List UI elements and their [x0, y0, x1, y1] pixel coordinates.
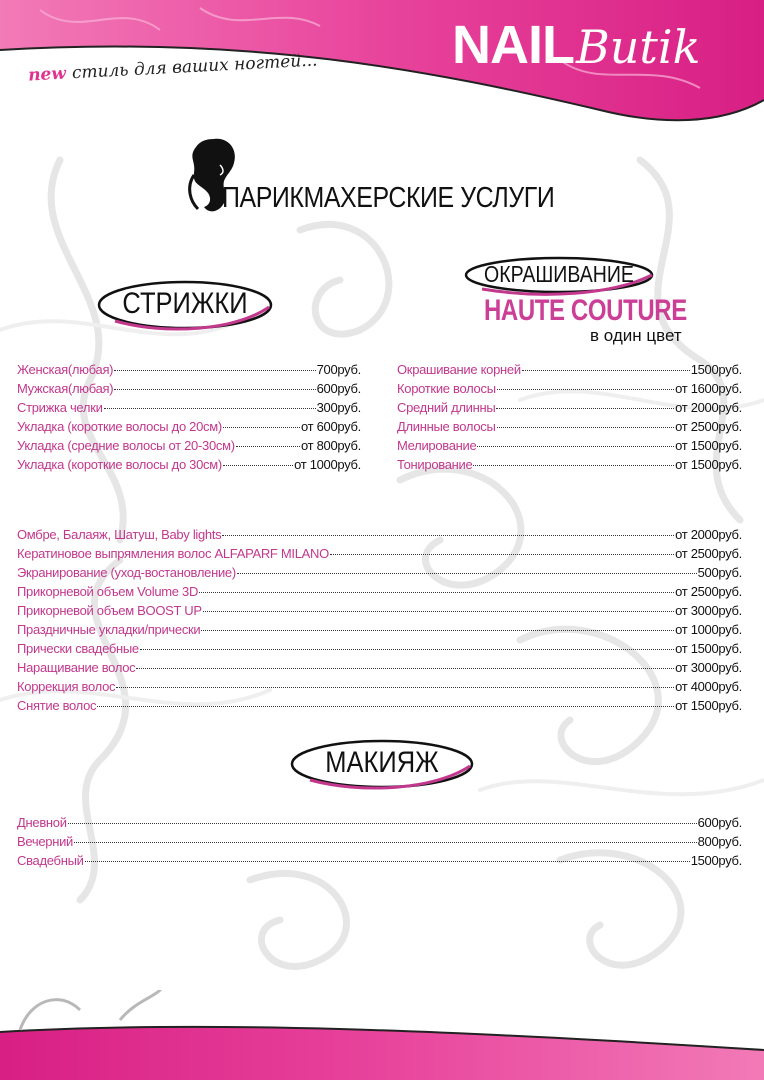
dot-leader [496, 408, 674, 409]
service-name: Прически свадебные [17, 641, 139, 656]
service-name: Кератиновое выпрямления волос ALFAPARF MILANO [17, 546, 329, 561]
service-price: от 1500руб. [675, 641, 742, 656]
service-name: Вечерний [17, 834, 74, 849]
brand-name-butik: Butik [575, 20, 701, 74]
dot-leader [330, 554, 674, 555]
price-row [17, 400, 361, 419]
dot-leader [68, 823, 697, 824]
price-row [17, 641, 742, 660]
tagline-text: стиль для ваших ногтей... [71, 50, 318, 84]
service-name: Женская(любая) [17, 362, 114, 377]
service-name: Средний длинны [397, 400, 496, 415]
price-row [17, 622, 742, 641]
haircuts-price-list [17, 362, 361, 476]
service-price: от 600руб. [301, 419, 361, 434]
dot-leader [222, 535, 674, 536]
coloring-price-list [397, 362, 742, 476]
page-title: ПАРИКМАХЕРСКИЕ УСЛУГИ [222, 182, 555, 214]
service-price: 300руб. [316, 400, 361, 415]
dot-leader [497, 427, 675, 428]
service-price: от 1500руб. [675, 438, 742, 453]
price-row [17, 679, 742, 698]
dot-leader [104, 408, 316, 409]
price-row [397, 362, 742, 381]
dot-leader [140, 649, 674, 650]
dot-leader [497, 389, 674, 390]
service-name: Праздничные укладки/прически [17, 622, 201, 637]
dot-leader [114, 389, 315, 390]
service-price: 1500руб. [690, 853, 742, 868]
dot-leader [473, 465, 674, 466]
service-name: Омбре, Балаяж, Шатуш, Baby lights [17, 527, 222, 542]
haircuts-heading [95, 277, 275, 333]
service-price: 500руб. [697, 565, 742, 580]
service-price: 1500руб. [690, 362, 742, 377]
price-row [397, 457, 742, 476]
service-price: 800руб. [697, 834, 742, 849]
price-row [17, 546, 742, 565]
service-name: Укладка (короткие волосы до 20см) [17, 419, 222, 434]
dot-leader [199, 592, 674, 593]
dot-leader [74, 842, 697, 843]
makeup-heading-text: МАКИЯЖ [325, 746, 439, 779]
service-price: от 1600руб. [675, 381, 742, 396]
price-row [17, 419, 361, 438]
coloring-heading [462, 253, 656, 297]
dot-leader [223, 427, 300, 428]
service-name: Укладка (средние волосы от 20-30см) [17, 438, 235, 453]
dot-leader [114, 370, 315, 371]
service-price: от 3000руб. [675, 660, 742, 675]
price-row [17, 457, 361, 476]
service-price: 600руб. [697, 815, 742, 830]
service-name: Снятие волос [17, 698, 97, 713]
dot-leader [85, 861, 690, 862]
price-row [397, 381, 742, 400]
service-price: от 2500руб. [675, 419, 742, 434]
service-price: от 3000руб. [675, 603, 742, 618]
service-price: от 1500руб. [675, 457, 742, 472]
price-row [17, 660, 742, 679]
dot-leader [97, 706, 674, 707]
service-name: Мелирование [397, 438, 477, 453]
service-name: Дневной [17, 815, 67, 830]
price-row [17, 565, 742, 584]
price-row [17, 527, 742, 546]
dot-leader [237, 573, 697, 574]
price-row [397, 438, 742, 457]
service-price: от 1500руб. [675, 698, 742, 713]
service-name: Короткие волосы [397, 381, 496, 396]
service-name: Наращивание волос [17, 660, 136, 675]
brand-logo [452, 14, 701, 76]
makeup-heading [288, 736, 476, 792]
price-row [397, 419, 742, 438]
price-row [17, 834, 742, 853]
service-name: Укладка (короткие волосы до 30см) [17, 457, 222, 472]
price-row [17, 815, 742, 834]
service-name: Прикорневой объем BOOST UP [17, 603, 202, 618]
dot-leader [201, 630, 674, 631]
price-row [397, 400, 742, 419]
service-price: от 2500руб. [675, 546, 742, 561]
coloring-note: в один цвет [590, 326, 682, 345]
price-row [17, 853, 742, 872]
price-row [17, 584, 742, 603]
makeup-price-list [17, 815, 742, 872]
service-name: Окрашивание корней [397, 362, 521, 377]
service-price: от 800руб. [301, 438, 361, 453]
dot-leader [136, 668, 674, 669]
service-price: 700руб. [316, 362, 361, 377]
service-name: Экранирование (уход-востановление) [17, 565, 236, 580]
coloring-heading-text: ОКРАШИВАНИЕ [484, 261, 634, 287]
dot-leader [223, 465, 293, 466]
service-price: от 2000руб. [675, 400, 742, 415]
dot-leader [477, 446, 674, 447]
dot-leader [203, 611, 674, 612]
dot-leader [236, 446, 300, 447]
price-row [17, 698, 742, 717]
service-name: Длинные волосы [397, 419, 496, 434]
haircuts-heading-text: СТРИЖКИ [122, 287, 248, 320]
service-price: от 1000руб. [294, 457, 361, 472]
price-row [17, 381, 361, 400]
price-row [17, 438, 361, 457]
service-price: от 2000руб. [675, 527, 742, 542]
service-name: Прикорневой объем Volume 3D [17, 584, 199, 599]
service-name: Мужская(любая) [17, 381, 114, 396]
extra-services-price-list [17, 527, 742, 717]
service-price: от 4000руб. [675, 679, 742, 694]
price-row [17, 362, 361, 381]
footer-banner [0, 990, 764, 1080]
coloring-subheading: HAUTE COUTURE [484, 294, 687, 327]
service-name: Свадебный [17, 853, 84, 868]
service-name: Коррекция волос [17, 679, 116, 694]
price-row [17, 603, 742, 622]
brand-name-nail: NAIL [452, 15, 574, 75]
tagline-new: new [27, 63, 67, 86]
service-price: от 1000руб. [675, 622, 742, 637]
service-name: Стрижка челки [17, 400, 103, 415]
service-price: 600руб. [316, 381, 361, 396]
dot-leader [116, 687, 674, 688]
service-name: Тонирование [397, 457, 473, 472]
dot-leader [522, 370, 690, 371]
service-price: от 2500руб. [675, 584, 742, 599]
